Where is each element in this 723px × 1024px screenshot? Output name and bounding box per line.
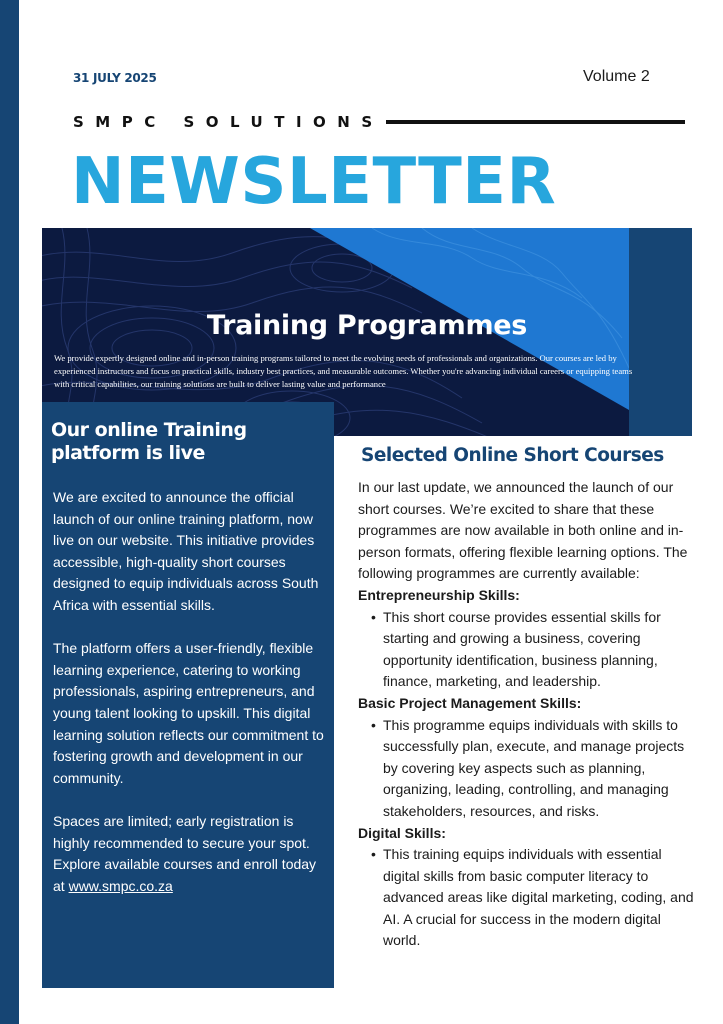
course-description: This programme equips individuals with skills to successfully plan, execute, and manage projects by covering key aspects such as planning, organizing, leading, controlling, and managing stakeholders, resources, and risks.: [383, 716, 685, 819]
course-bullet: [358, 844, 698, 952]
bullet-marker: •: [371, 846, 376, 863]
brand-row: [73, 111, 685, 133]
bullet-marker: •: [371, 716, 376, 733]
course-bullet: [358, 607, 698, 693]
brand-rule: [386, 120, 685, 124]
issue-volume: Volume 2: [583, 68, 650, 85]
issue-date: 31 JULY 2025: [73, 71, 157, 85]
course-description: This short course provides essential skills for starting and growing a business, covering opportunity identification, business planning, finance, marketing, and leadership.: [383, 608, 661, 690]
course-description: This training equips individuals with essential digital skills from basic computer literacy to advanced areas like digital marketing, coding, and AI. A crucial for success in the modern digital world.: [383, 846, 694, 949]
card-body: [53, 487, 331, 919]
course-label: Entrepreneurship Skills:: [358, 586, 520, 603]
card-paragraph: The platform offers a user-friendly, flexible learning experience, catering to working professionals, aspiring entrepreneurs, and young talent looking to upskill. This digital learning solution reflects our commitment to fostering growth and development in our community.: [53, 640, 324, 786]
short-courses-heading: Selected Online Short Courses: [361, 445, 664, 466]
card-paragraph-registration: [53, 811, 331, 897]
course-label: Digital Skills:: [358, 824, 446, 841]
bullet-marker: •: [371, 608, 376, 625]
card-heading: Our online Training platform is live: [51, 419, 247, 464]
courses-intro: In our last update, we announced the launch of our short courses. We’re excited to share that these programmes are now available in both online and in-person formats, offering flexible learning options. The following programmes are currently available:: [358, 479, 688, 582]
short-courses-section: [358, 477, 698, 952]
website-link[interactable]: www.smpc.co.za: [68, 877, 173, 894]
banner-description: We provide expertly designed online and in-person training programs tailored to meet the evolving needs of professionals and organizations. Our courses are led by experienced instructors and focus on practical skills, industry best practices, and measurable outcomes. Whether you're advancing individual careers or equipping teams with critical capabilities, our training solutions are built to deliver lasting value and performance: [54, 353, 633, 389]
course-label: Basic Project Management Skills:: [358, 694, 582, 711]
course-bullet: [358, 715, 698, 823]
registration-text: Spaces are limited; early registration is highly recommended to secure your spot. Explore available courses and enroll today at: [53, 812, 317, 894]
newsletter-title: NEWSLETTER: [71, 145, 557, 219]
brand-name: SMPC SOLUTIONS: [73, 113, 384, 131]
platform-announcement-card: [42, 402, 334, 988]
card-paragraph: We are excited to announce the official launch of our online training platform, now live on our website. This initiative provides accessible, high-quality short courses designed to equip individuals across South Africa with essential skills.: [53, 489, 319, 613]
left-accent-stripe: [0, 0, 19, 1024]
banner-title: Training Programmes: [206, 310, 528, 341]
